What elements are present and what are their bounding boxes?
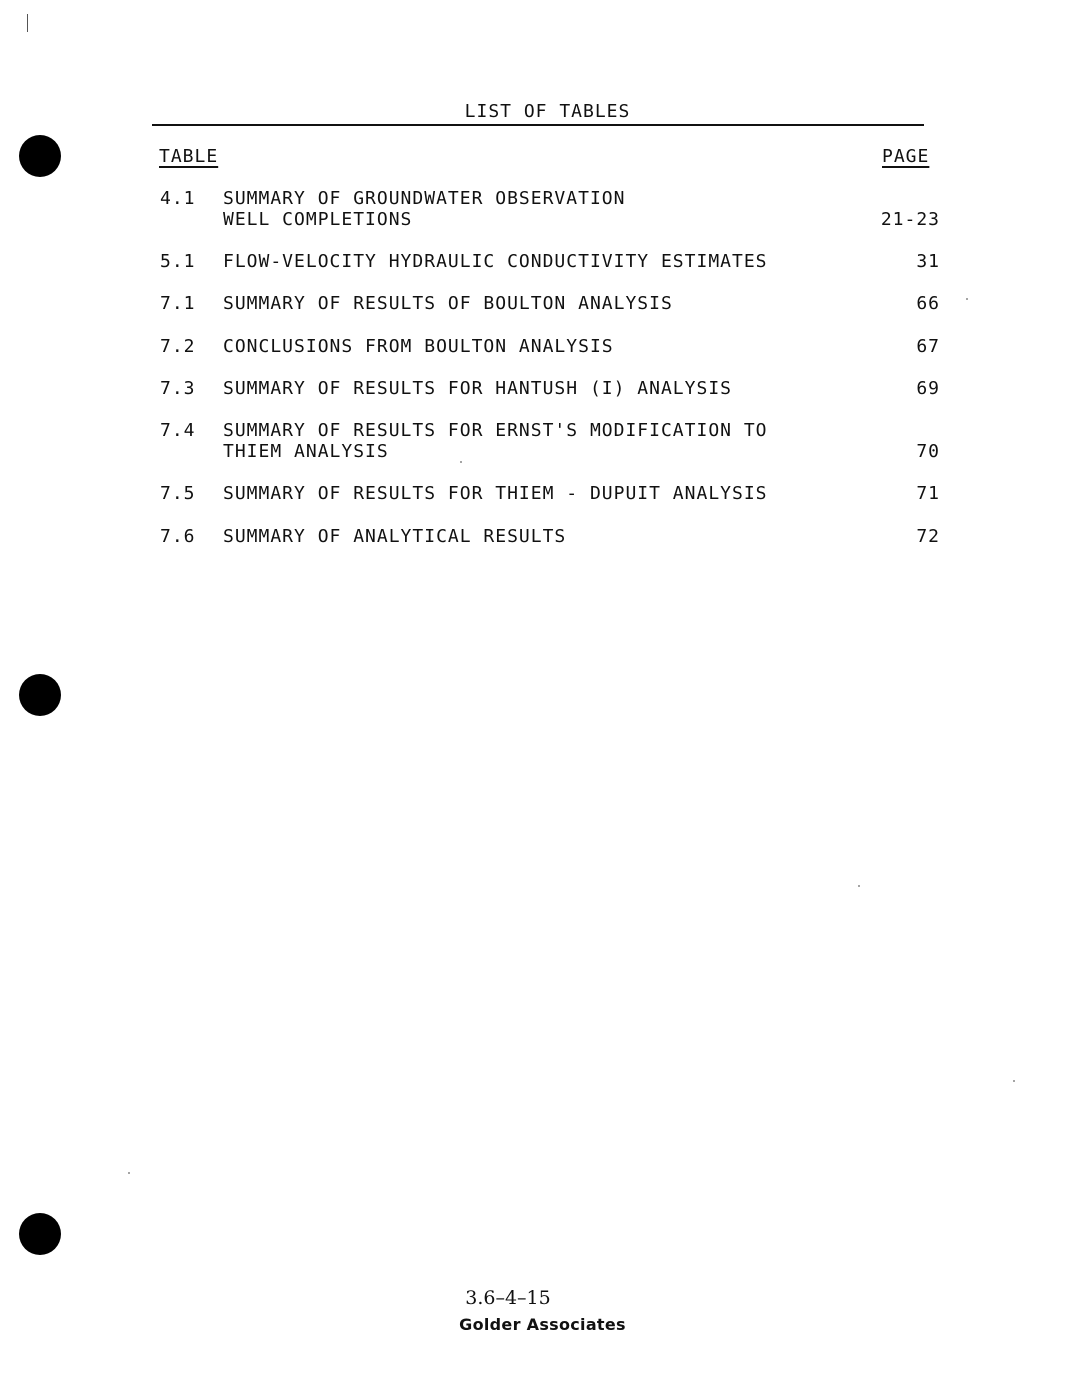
- scan-tick-mark: [27, 14, 28, 32]
- table-title: SUMMARY OF ANALYTICAL RESULTS: [223, 526, 567, 547]
- table-title: SUMMARY OF RESULTS FOR ERNST'S MODIFICATION TO THIEM ANALYSIS: [223, 420, 768, 462]
- column-header-page: PAGE: [882, 146, 930, 167]
- table-number: 5.1: [160, 251, 196, 272]
- table-number: 7.1: [160, 293, 196, 314]
- scan-speck: [966, 298, 968, 300]
- punch-hole-top: [19, 135, 61, 177]
- page-number: 71: [916, 483, 940, 504]
- table-title: FLOW-VELOCITY HYDRAULIC CONDUCTIVITY ESTIMATES: [223, 251, 768, 272]
- page-number: 69: [916, 378, 940, 399]
- page-number: 31: [916, 251, 940, 272]
- page-number: 70: [916, 441, 940, 462]
- table-title: SUMMARY OF RESULTS OF BOULTON ANALYSIS: [223, 293, 673, 314]
- scan-speck: [128, 1172, 130, 1174]
- table-number: 4.1: [160, 188, 196, 209]
- page-number: 72: [916, 526, 940, 547]
- table-title: SUMMARY OF RESULTS FOR HANTUSH (I) ANALYSIS: [223, 378, 732, 399]
- page-number: 66: [916, 293, 940, 314]
- list-title: LIST OF TABLES: [464, 101, 631, 122]
- table-title: SUMMARY OF GROUNDWATER OBSERVATION WELL COMPLETIONS: [223, 188, 626, 230]
- table-number: 7.6: [160, 526, 196, 547]
- title-rule: [152, 124, 924, 126]
- table-title: SUMMARY OF RESULTS FOR THIEM - DUPUIT ANALYSIS: [223, 483, 768, 504]
- punch-hole-bottom: [19, 1213, 61, 1255]
- table-title: CONCLUSIONS FROM BOULTON ANALYSIS: [223, 336, 614, 357]
- page-number: 21-23: [880, 209, 940, 230]
- scan-speck: [858, 885, 860, 887]
- punch-hole-middle: [19, 674, 61, 716]
- table-number: 7.2: [160, 336, 196, 357]
- table-number: 7.3: [160, 378, 196, 399]
- table-number: 7.4: [160, 420, 196, 441]
- document-code: 3.6–4–15: [465, 1287, 551, 1309]
- company-name: Golder Associates: [459, 1315, 626, 1334]
- scan-speck: [1013, 1080, 1015, 1082]
- page-number: 67: [916, 336, 940, 357]
- column-header-table: TABLE: [159, 146, 219, 167]
- table-number: 7.5: [160, 483, 196, 504]
